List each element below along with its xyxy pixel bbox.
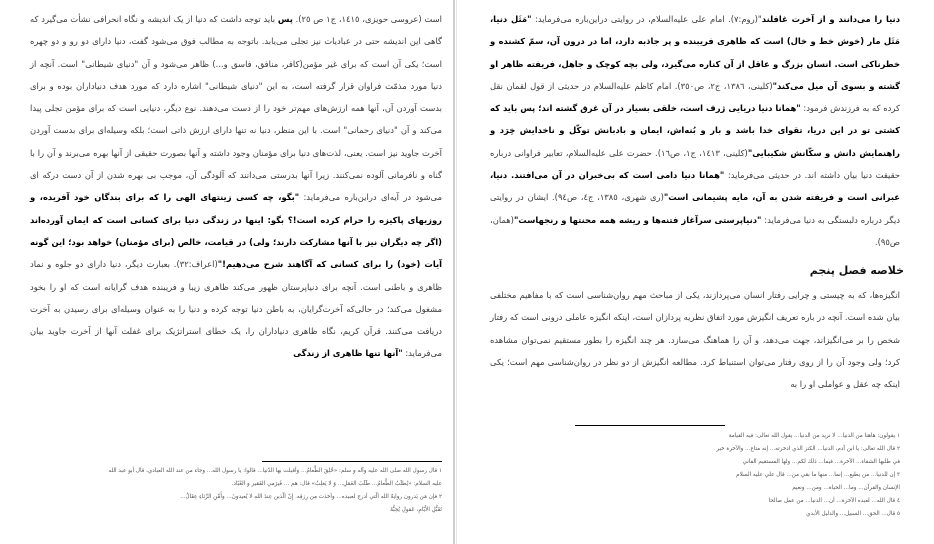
footnote-line: في طلبها الشقاء... الآخرة... فيما... ذلك لكم... ولها المستقيم الفاني <box>742 459 900 465</box>
page-gutter <box>453 0 455 544</box>
footnote-line: ١ قال رسول الله صلى الله عليه وآله و سلم: «خُلِقَ الطَّعامُ... وأقبلت بها الدّنيا... قالوا: يا رسول الله... وجاء من عند الله العبادي، قال أبو عبد الله <box>108 468 442 474</box>
footnote-line: ٢ فإن مَن يَدرون روايةً الله الّتي أدرج لعبيده... وأخذت مِن رِزقِه. إِنّ الّذين عِندَ اللهِ لا يُعيدونَ... وأَمِّنِ الرِّئاءِ عِقَالُ... <box>180 494 442 500</box>
left-page <box>0 0 450 544</box>
page-gutter-shadow <box>456 0 457 544</box>
footnote-line: ٢ قال الله تعالى: يا ابن آدم، الدنيا... الكنز الذي ادخرته... إنه متاع... والآخرة خير <box>716 446 900 452</box>
footnote-line: الإنسان والقرآن... وما... الحياة... ومن... ونعيم <box>792 485 900 491</box>
footnote-line: ٣ إن للدنيا... من يطيع... إنما... منها ما بقي من... قال علي عليه السلام <box>736 472 900 478</box>
right-page <box>460 0 934 544</box>
footnote-line: عليه السلام: «يُطلَبُ الطَّعامُ... طَلَبَ العَمَلِ... وَ لا يَغلِبُ» قال: هم ... فَيرَمي الفَقير و العُبّاد. <box>231 481 442 487</box>
left-footnote-rule <box>262 461 442 462</box>
footnote-line: ٤ قال الله... لعبده الآخرة... أن... الدنيا... من عمل صالحا <box>768 498 900 504</box>
right-body-text-bottom: انگیزه‌ها، که به چیستی و چرایی رفتار انسان می‌پردازند، یکی از مباحث مهم روان‌شناسی است که با مفاهیم مختلفی بیان شده است. آنچه در باره تعریف انگیزش مورد اتفاق نظریه پردازان است، اینکه انگیزه عاملی درونی است که رفتار شخص را بر می‌انگیزاند، جهت می‌دهد، و آن را هماهنگ می‌سازد. هر چند انگیزه را بطور مستقیم نمی‌توان مشاهده کرد؛ ولی وجود آن را از روی رفتار می‌توان استنباط کرد. مطالعه انگیزش از دو نظر در روان‌شناسی مهم است؛ یکی اینکه چه عقل و عواملی او را به <box>490 290 900 390</box>
section-heading: خلاصه فصل پنجم <box>809 264 904 277</box>
right-footnote-rule <box>575 425 725 426</box>
left-footnotes <box>30 465 442 517</box>
footnote-line: ١ يقولون: هاهنا من الدنيا... لا نريد من الدنيا... يقول الله تعالى: فيه القيامة <box>728 433 900 439</box>
footnote-line: تَقَبُّلِ الأَيّامِ، عَقولِ يُحِبُّهُ <box>390 507 442 513</box>
right-body-text-top: دنیا را می‌دانند و از آخرت غافلند"(روم:۷). امام علی علیه‌السلام، در روایتی دراین‌باره می‌فرماید: "مَثَل دنیا، مَثَل مار (خوش خط و خال) است که ظاهری فریبنده و پر جاذبه دارد، اما در درون آن، سمّ کشنده و خطرناکی است. انسان بزرگ و عاقل از آن کناره می‌گیرد، ولی بچه کوچک و جاهل، فریفته ظاهر او گشته و بسوی آن میل می‌کند"(کلینی، ۱۳۸٦، ج۲، ص۳٥۰). امام کاظم علیه‌السلام در حدیثی از قول لقمان نقل کرده که به فرزندش فرمود: "همانا دنیا دریایی ژرف است، خلقی بسیار در آن غرق گشته اند؛ پس باید که کشتی تو در این دریا، تقوای خدا باشد و بار و بُنه‌اش، ایمان و بادبانش توکّل و ناخدایش خِرَد و راهنمایش دانش و سکّانش شکیبایی"(کلینی، ۱٤۱۳، ج۱، ص۱٦). حضرت علی علیه‌السلام، تعابیر فراوانی درباره حقیقت دنیا بیان داشته اند. در حدیثی می‌فرماید: "همانا دنیا دامی است که بی‌خبران در آن می‌افتند. دنیا، عبرانی است و فریفته شدن به آن، مایه پشیمانی است"(ری شهری، ۱۳۸٥، ج٤، ص٩٤). ایشان در روایتی دیگر درباره دلبستگی به دنیا می‌فرماید: "دنیاپرستی سرآغاز فتنه‌ها و ریشه همه محنتها و رنجهاست"(همان، ص٩٥). <box>490 14 901 247</box>
left-body-text: است (عروسی حویزی، ۱٤۱٥، ج۱ ص ۲٥). پس باید توجه داشت که دنیا از یک اندیشه و نگاه انحرافی نشأت می‌گیرد که گاهی این اندیشه حتی در عبادیات نیز تجلی می‌یابد. باتوجه به مطالب فوق می‌شود گفت، دنیا دارای دو رو و دو چهره است؛ یکی آن است که برای غیر مؤمن(کافر، منافق، فاسق و...) ظاهر می‌شود و آن "دنیای شیطانی" است. آنچه از دنیا مورد مذمّت فراوان قرار گرفته است، به این "دنیای شیطانی" اشاره دارد که مورد هدف دنیاداران بوده و برای بدست آوردن آن، آنها همه ارزش‌های مهم‌تر خود را از دست می‌دهند. نوع دیگر، دنیایی است که برای مؤمن تجلی پیدا می‌کند و آن "دنیای رحمانی" است. با این منظر، دنیا نه تنها دارای ارزش ذاتی است؛ بلکه وسیله‌ای برای بدست آوردن آخرت جاوید نیز است. یعنی، لذت‌های دنیا برای مؤمنان وجود داشته و آنها بصورت حقیقی از آنها بهره می‌برند و آن را با گناه و نافرمانی آلوده نمی‌کنند. زیرا آنها بدرستی می‌دانند که آلودگی آن، موجب بی بهره شدن از آن دست درکه ای می‌شود در آیه‌ای دراین‌باره می‌فرماید: "بگو، چه کسی زینتهای الهی را که برای بندگان خود آفریده، و روزیهای پاکیزه را حرام کرده است!؟ بگو: اینها در زندگی دنیا برای کسانی است که ایمان آورده‌اند (اگر چه دیگران نیز با آنها مشارکت دارند؛ ولی) در قیامت، خالص (برای مؤمنان) خواهد بود؛ این گونه آیات (خود) را برای کسانی که آگاهند شرح می‌دهیم!"(اعراف:۳۲). بعبارت دیگر، دنیا دارای دو جلوه و نماد ظاهری و باطنی است. آنچه برای دنیاپرستان ظهور می‌کند ظاهری زیبا و فریبنده هدف گرایانه است که او را بخود مشغول می‌کند؛ در حالی‌که آخرت‌گرایان، به باطن دنیا توجه کرده و دنیا را به عنوان وسیله‌ای برای رسیدن به آخرت دریافت می‌کنند. قرآن کریم، نگاه ظاهری دنیاداران را، یک خطای استراتژیک برای غفلت آنها از آخرت جاوید بیان می‌فرماید: "آنها تنها ظاهری از زندگی <box>30 14 442 359</box>
right-footnotes <box>490 430 900 521</box>
footnote-line: ٥ قال... الحق... السبيل... والدليل الأبدي <box>806 511 900 517</box>
